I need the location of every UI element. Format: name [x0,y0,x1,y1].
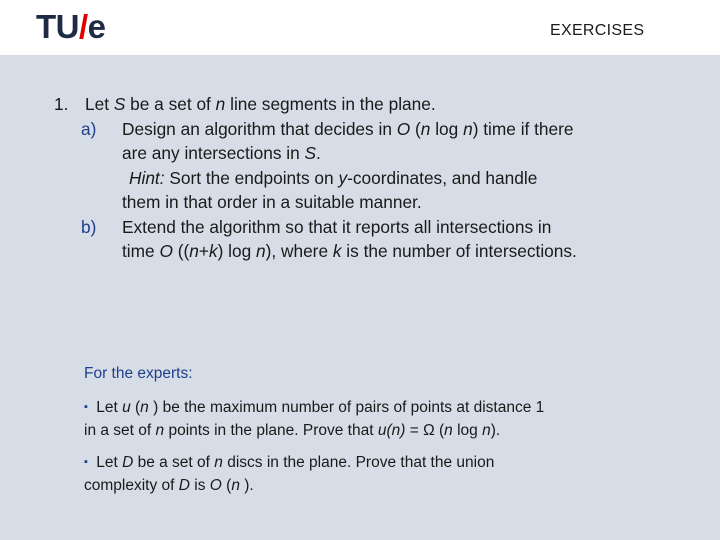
math-var: n [444,422,453,439]
text: + [198,241,209,261]
item-label-b: b) [81,216,97,237]
item-label-a: a) [81,118,97,139]
text: log [452,422,483,439]
logo-slash: / [79,8,88,45]
slide-header [0,0,720,55]
text: Let [85,94,114,114]
text: ). [239,477,254,494]
experts-p1-line1 [84,397,684,420]
text: Design an algorithm that decides in [122,118,397,139]
math-var: S [304,143,317,163]
text: is the number of intersections. [341,241,577,261]
hint-line2: them in that order in a suitable manner. [122,192,422,212]
text: (( [172,241,190,261]
text: . [316,143,321,163]
math-var: k [208,241,218,261]
math-var: n [140,399,149,416]
math-var: u(n) [377,422,406,439]
text: -coordinates, and handle [347,167,538,188]
text: in a set of [84,422,156,439]
logo-text-tu: TU [36,8,79,45]
text: points in the plane. Prove that [164,422,378,439]
exercise-number: 1. [54,94,69,114]
item-a-line1 [54,117,694,142]
math-var: k [332,241,342,261]
tue-logo [36,8,106,46]
math-var: n [215,94,226,114]
math-var: n [420,118,431,139]
math-var: n [214,454,223,471]
text: Sort the endpoints on [164,167,339,188]
experts-p2-line2 [84,475,684,497]
math-var: D [122,454,134,471]
text: ), where [265,241,333,261]
item-b-line1 [54,215,694,240]
logo-text-e: e [87,8,106,45]
math-var: O [209,477,222,494]
text: time [122,241,160,261]
hint-label: Hint: [129,167,165,188]
math-var: S [113,94,126,114]
text: be a set of [125,94,216,114]
text: ). [490,422,501,439]
text: line segments in the plane. [225,94,436,114]
text: Let [91,399,123,416]
text: ( [130,399,141,416]
math-var: D [178,477,190,494]
math-var: y [338,167,348,188]
math-var: n [231,477,240,494]
item-b-line2 [54,239,694,264]
text: = Ω ( [405,422,445,439]
text: log [430,118,464,139]
math-var: n [155,422,165,439]
text: is [189,477,210,494]
heading-text: For the experts [84,365,189,382]
text: are any intersections in [122,143,305,163]
text: ( [221,477,232,494]
experts-heading [84,363,684,385]
hint-line1 [54,166,694,191]
text: complexity of [84,477,179,494]
math-var: O [159,241,173,261]
text: ) log [217,241,256,261]
experts-section [84,363,684,497]
math-var: u [122,399,131,416]
bullet-icon: ▪ [84,401,88,413]
text: Extend the algorithm so that it reports all intersections in [122,216,552,237]
text: discs in the plane. Prove that the union [222,454,495,471]
text: Let [91,454,123,471]
section-title: EXERCISES [550,22,645,39]
math-var: O [396,118,411,139]
bullet-icon: ▪ [84,456,88,468]
heading-colon: : [188,365,193,382]
text: be a set of [133,454,215,471]
math-var: n [482,422,491,439]
exercise-1 [54,92,694,264]
math-var: n [256,241,266,261]
item-a-line2 [54,141,694,166]
text: ) time if there [472,118,574,139]
text: ) be the maximum number of pairs of points at distance 1 [148,399,545,416]
experts-p2-line1 [84,452,684,475]
exercise-intro [54,92,694,117]
text: ( [410,118,421,139]
experts-p1-line2 [84,420,684,442]
math-var: n [463,118,473,139]
math-var: n [189,241,199,261]
